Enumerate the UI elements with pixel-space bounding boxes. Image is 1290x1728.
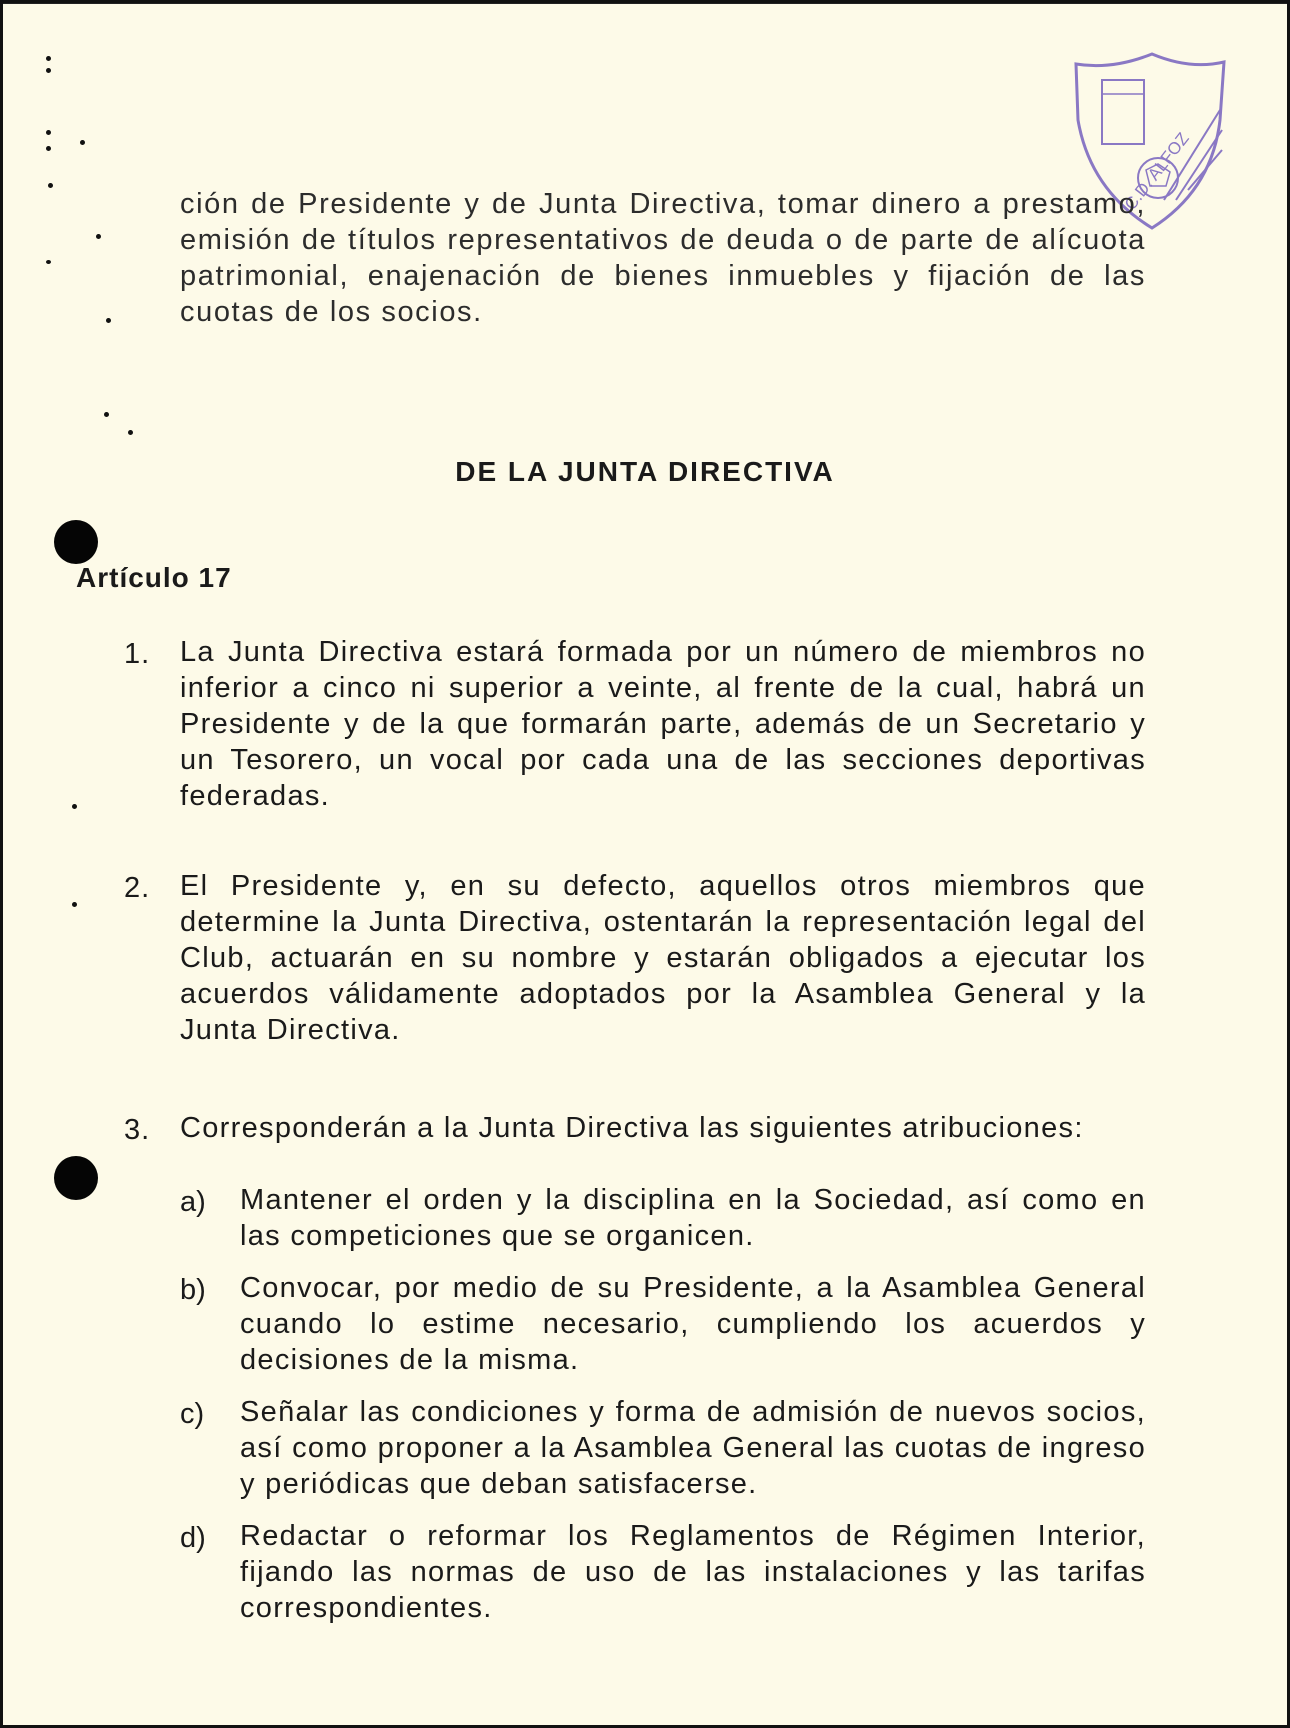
sub-item-letter: c)	[180, 1398, 205, 1430]
top-border-line	[0, 0, 1290, 4]
punch-hole-bottom	[54, 1156, 98, 1200]
sub-item-letter: b)	[180, 1274, 206, 1306]
punch-hole-top	[54, 520, 98, 564]
item-text: La Junta Directiva estará formada por un número de miembros no inferior a cinco ni superior a veinte, al frente de la cual, habrá un Presidente y de la que formarán parte, además de un Secretario y un Tesorero, un vocal por cada una de las secciones deportivas federadas.	[180, 636, 1146, 812]
item-number: 1.	[124, 638, 151, 670]
sub-item-letter: d)	[180, 1522, 206, 1554]
scan-speck	[46, 68, 51, 73]
scan-speck	[46, 260, 51, 264]
scan-speck	[46, 130, 51, 135]
article-title: Artículo 17	[76, 562, 232, 593]
scan-speck	[80, 140, 85, 145]
scan-speck	[128, 430, 133, 435]
stamp-text: C.D. ALFOZ	[1120, 129, 1193, 214]
scan-speck	[106, 318, 111, 323]
item-number: 3.	[124, 1114, 151, 1146]
sub-item-text: Señalar las condiciones y forma de admisión de nuevos socios, así como proponer a la Asamblea General las cuotas de ingreso y periódicas que deban satisfacerse.	[240, 1396, 1146, 1500]
item-number: 2.	[124, 872, 151, 904]
scan-speck	[96, 234, 101, 239]
scan-speck	[104, 412, 109, 417]
scan-speck	[72, 902, 77, 907]
sub-item-letter: a)	[180, 1186, 206, 1218]
item-text: Corresponderán a la Junta Directiva las siguientes atribuciones:	[180, 1112, 1084, 1144]
scan-speck	[46, 146, 51, 151]
scan-speck	[72, 804, 77, 809]
sub-item-text: Convocar, por medio de su Presidente, a la Asamblea General cuando lo estime necesario, cumpliendo los acuerdos y decisiones de la misma.	[240, 1272, 1146, 1376]
sub-item-text: Redactar o reformar los Reglamentos de Régimen Interior, fijando las normas de uso de las instalaciones y las tarifas correspondientes.	[240, 1520, 1146, 1624]
section-heading: DE LA JUNTA DIRECTIVA	[455, 456, 835, 487]
sub-item-text: Mantener el orden y la disciplina en la Sociedad, así como en las competiciones que se organicen.	[240, 1184, 1146, 1252]
item-text: El Presidente y, en su defecto, aquellos otros miembros que determine la Junta Directiva, ostentarán la representación legal del Club, actuarán en su nombre y estarán obligados a ejecutar los acuerdos válidamente adoptados por la Asamblea General y la Junta Directiva.	[180, 870, 1146, 1046]
continuation-paragraph: ción de Presidente y de Junta Directiva, tomar dinero a prestamo, emisión de títulos representativos de deuda o de parte de alícuota patrimonial, enajenación de bienes inmuebles y fijación de las cuotas de los socios.	[180, 188, 1146, 328]
scan-speck	[48, 183, 53, 188]
scan-speck	[46, 56, 51, 61]
castle-tower-icon	[1102, 80, 1144, 144]
